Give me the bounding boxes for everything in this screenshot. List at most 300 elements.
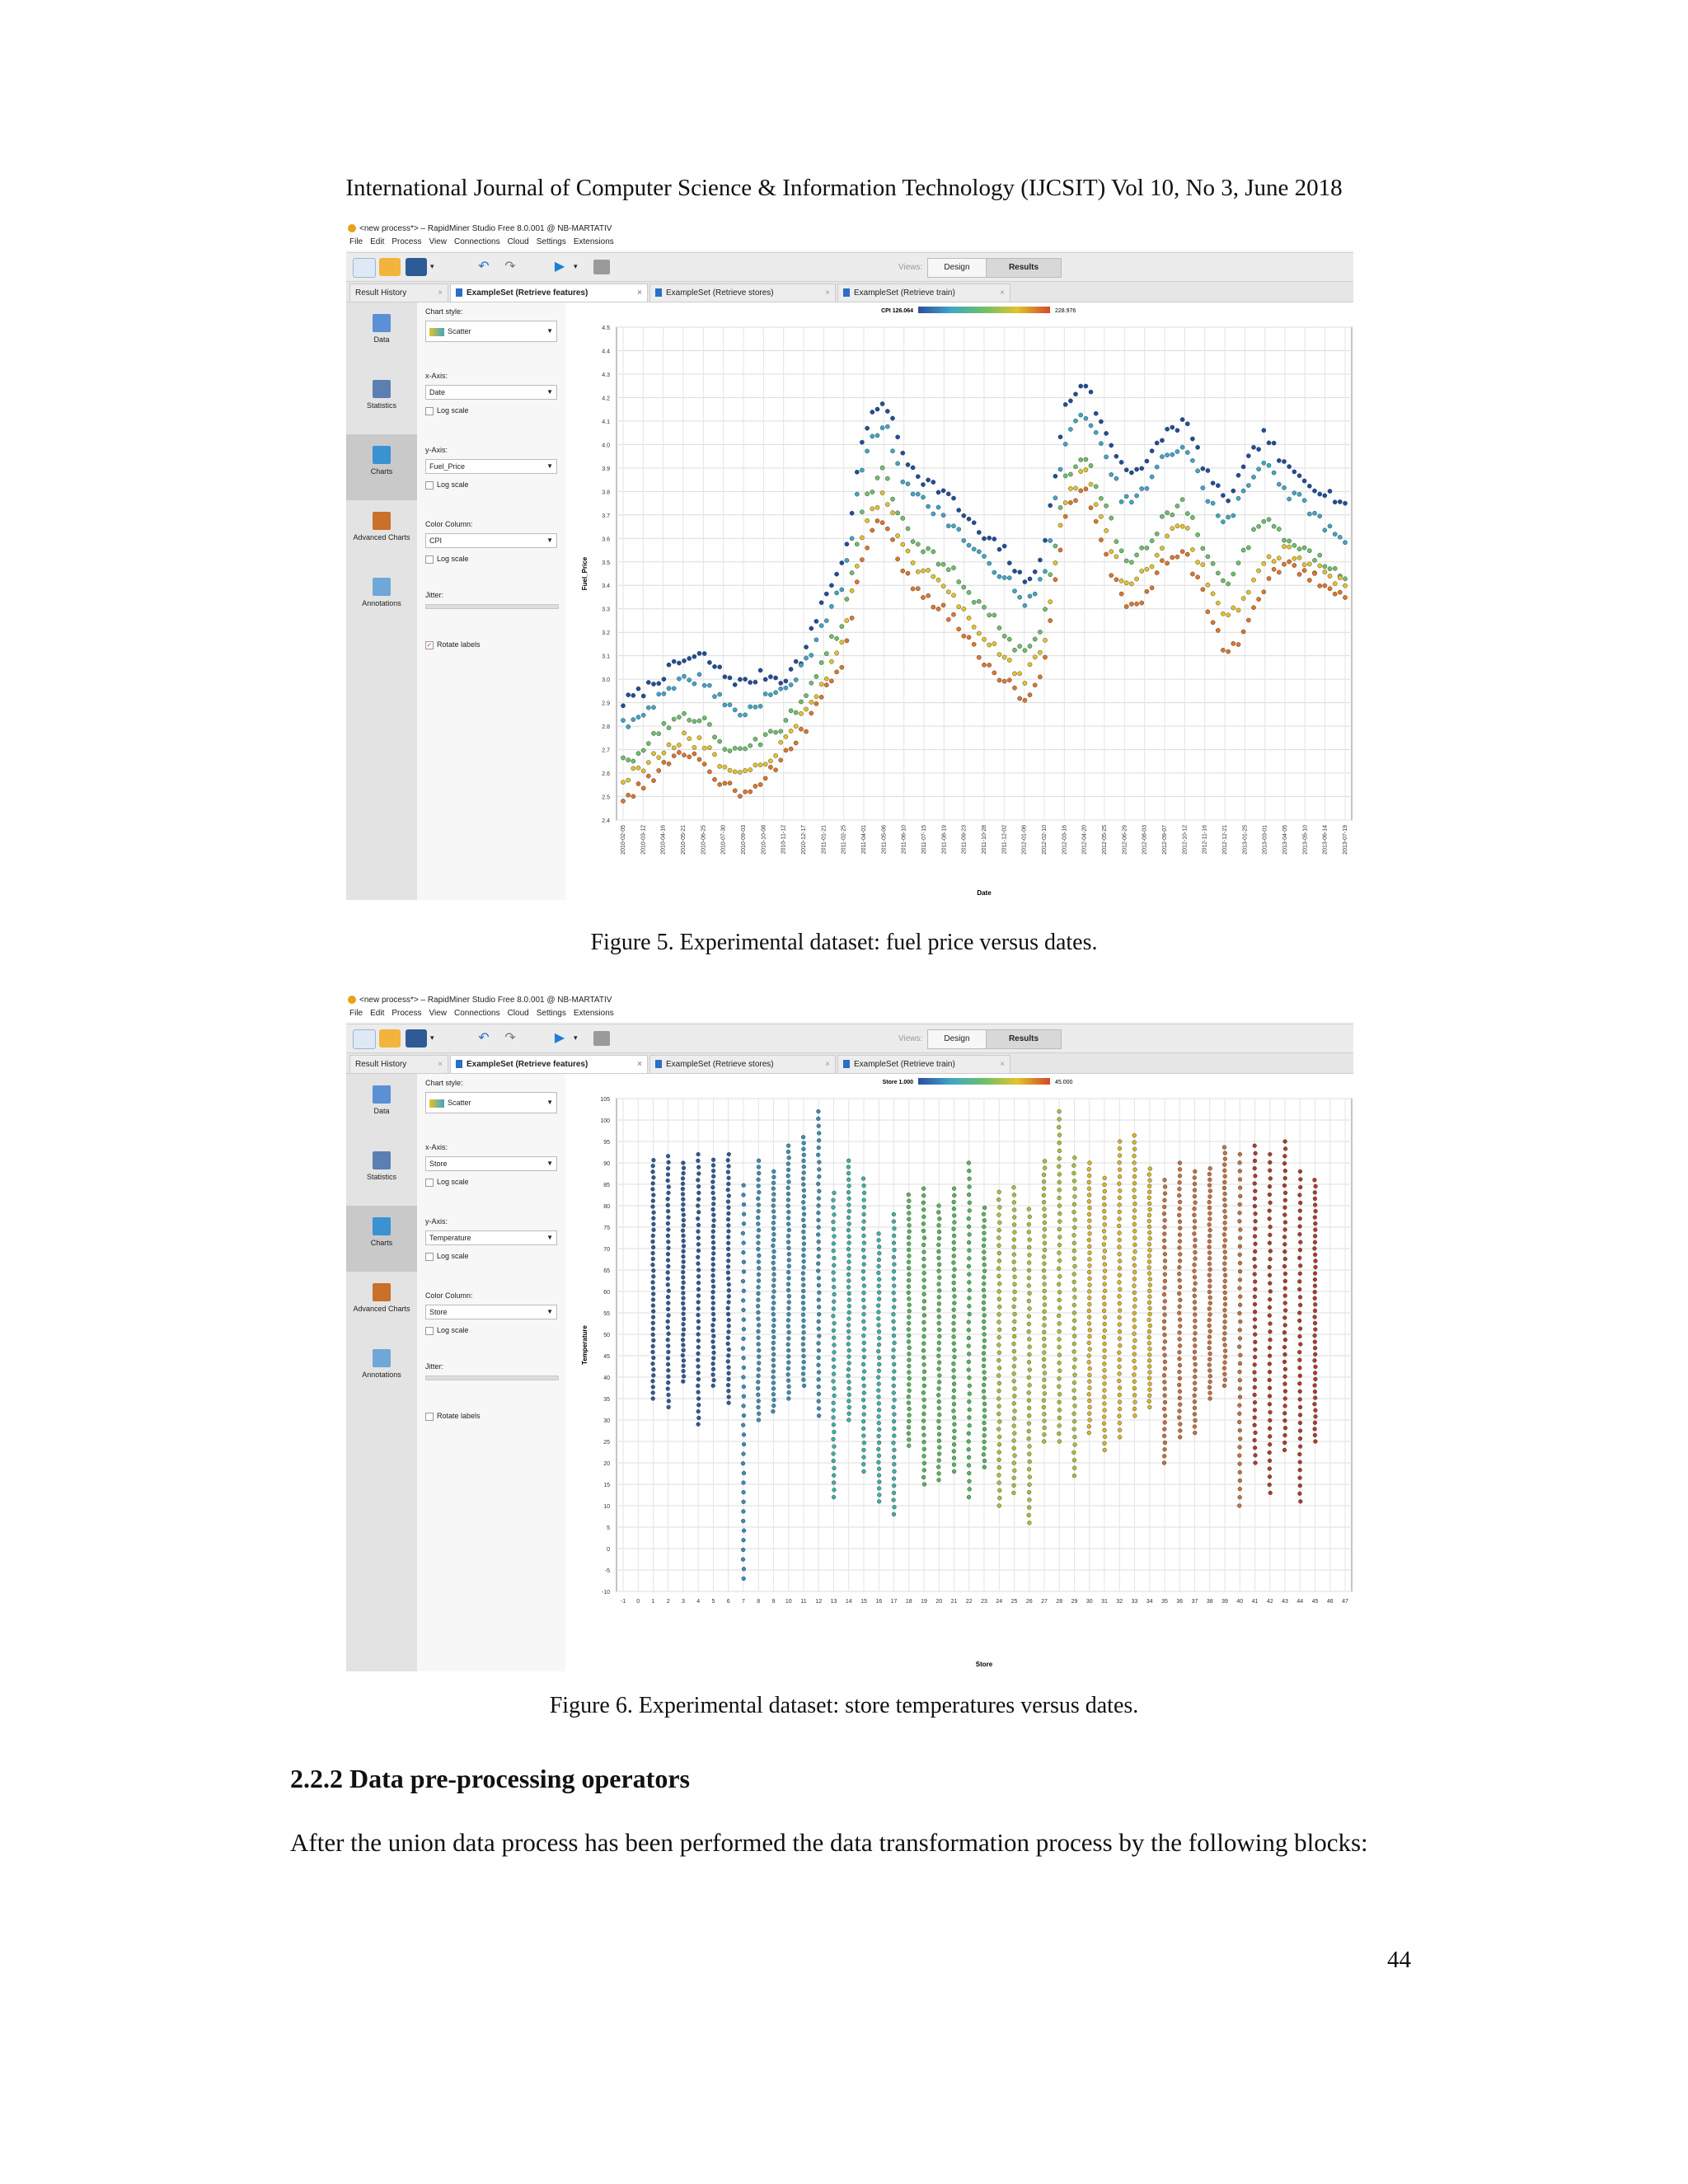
menu-item-file[interactable]: File <box>349 237 363 246</box>
data-point <box>666 1173 670 1177</box>
data-point <box>937 1459 941 1463</box>
close-icon[interactable]: × <box>438 288 443 298</box>
data-point <box>1223 1273 1227 1277</box>
data-point <box>1155 532 1159 536</box>
new-process-icon[interactable] <box>353 258 376 278</box>
data-point <box>1132 1141 1137 1145</box>
data-point <box>771 1387 776 1391</box>
run-dropdown-icon[interactable]: ▾ <box>574 262 578 270</box>
save-icon[interactable] <box>406 258 427 276</box>
x-log-scale-checkbox[interactable] <box>425 406 469 415</box>
data-point <box>1178 1253 1182 1257</box>
undo-icon[interactable]: ↶ <box>478 1031 490 1045</box>
tab-example-set-train[interactable] <box>837 1055 1010 1073</box>
data-point <box>1145 459 1149 463</box>
data-point <box>677 715 681 719</box>
data-point <box>651 1274 655 1278</box>
data-point <box>1313 1253 1317 1257</box>
data-point <box>892 1391 896 1395</box>
data-point <box>937 1419 941 1423</box>
data-point <box>1282 1316 1287 1320</box>
data-point <box>682 1348 686 1352</box>
data-point <box>1207 1240 1212 1244</box>
data-point <box>1313 1328 1317 1332</box>
color-column-select[interactable] <box>425 1305 557 1319</box>
data-point <box>1238 1169 1242 1174</box>
data-point <box>937 1230 941 1234</box>
sidebar-item-annotations[interactable] <box>346 566 417 632</box>
data-point <box>1150 475 1154 479</box>
data-point <box>1298 1216 1302 1221</box>
y-log-scale-checkbox[interactable] <box>425 1252 469 1261</box>
data-point <box>1221 494 1225 498</box>
tab-example-set-stores[interactable] <box>649 284 836 302</box>
data-point <box>862 1255 866 1259</box>
data-point <box>1208 1380 1212 1384</box>
close-icon[interactable]: × <box>825 288 830 298</box>
data-point <box>1297 1358 1301 1362</box>
data-point <box>952 1361 956 1366</box>
data-point <box>1251 445 1255 449</box>
menu-item-view[interactable]: View <box>429 1009 447 1018</box>
data-point <box>1160 514 1164 518</box>
open-folder-icon[interactable] <box>379 1029 401 1047</box>
data-point <box>967 1455 971 1460</box>
data-point <box>804 656 809 660</box>
data-point <box>1088 1258 1092 1262</box>
data-point <box>968 1296 972 1301</box>
data-point <box>1222 1244 1226 1249</box>
color-column-select[interactable] <box>425 533 557 548</box>
data-point <box>682 1239 686 1243</box>
data-point <box>1268 1257 1273 1261</box>
data-point <box>711 1202 715 1206</box>
data-point <box>727 1330 731 1334</box>
design-view-button[interactable]: Design <box>927 258 987 278</box>
data-point <box>982 1333 987 1337</box>
data-point <box>1087 1392 1091 1396</box>
data-point <box>707 722 711 726</box>
menu-item-view[interactable]: View <box>429 237 447 246</box>
data-point <box>1178 1226 1182 1230</box>
scatter-icon <box>429 1099 444 1108</box>
data-point <box>1133 1202 1137 1206</box>
data-point <box>651 705 655 710</box>
data-point <box>1048 538 1053 542</box>
data-point <box>801 1277 805 1282</box>
x-tick-label: 2010-12-17 <box>801 825 807 855</box>
data-point <box>1208 1296 1212 1300</box>
data-point <box>758 668 762 673</box>
menu-item-process[interactable]: Process <box>392 1009 422 1018</box>
design-view-button[interactable]: Design <box>927 1029 987 1049</box>
data-point <box>666 1344 670 1348</box>
data-point <box>742 1270 746 1274</box>
data-point <box>1012 1297 1016 1301</box>
data-point <box>1237 1345 1241 1349</box>
y-tick-label: 85 <box>603 1183 610 1188</box>
data-point <box>757 1291 761 1296</box>
data-point <box>982 1395 987 1399</box>
data-point <box>921 1201 926 1205</box>
data-point <box>1114 578 1118 582</box>
tab-example-set-features[interactable] <box>450 284 648 302</box>
data-point <box>907 1278 911 1282</box>
sidebar-item-annotations[interactable] <box>346 1338 417 1404</box>
menu-item-edit[interactable]: Edit <box>370 1009 385 1018</box>
data-point <box>1028 1253 1032 1257</box>
data-point <box>757 1348 761 1352</box>
data-point <box>967 1352 971 1356</box>
data-point <box>832 1307 836 1311</box>
data-point <box>1207 1172 1212 1176</box>
menu-item-connections[interactable]: Connections <box>453 237 500 246</box>
stop-icon[interactable] <box>593 260 610 274</box>
data-point <box>1118 1245 1122 1249</box>
data-point <box>757 1279 761 1283</box>
data-point <box>1048 600 1053 604</box>
data-point <box>951 593 955 598</box>
data-point <box>753 705 757 709</box>
data-point <box>1238 1387 1242 1391</box>
x-log-scale-checkbox[interactable] <box>425 1178 469 1187</box>
data-point <box>992 671 996 675</box>
menu-item-process[interactable]: Process <box>392 237 422 246</box>
data-point <box>892 1384 896 1388</box>
data-point <box>1162 1427 1166 1432</box>
y-tick-label: 60 <box>603 1290 610 1296</box>
data-point <box>726 1342 730 1346</box>
y-log-scale-checkbox[interactable] <box>425 480 469 490</box>
data-point <box>877 1369 881 1373</box>
data-point <box>733 746 737 750</box>
data-point <box>1298 1178 1302 1182</box>
redo-icon[interactable]: ↷ <box>504 1031 516 1045</box>
jitter-slider[interactable] <box>425 604 559 609</box>
data-point <box>907 1199 911 1203</box>
data-point <box>982 1307 986 1311</box>
tab-example-set-features[interactable] <box>450 1055 648 1073</box>
data-point <box>723 703 727 707</box>
data-point <box>712 735 716 739</box>
data-point <box>1114 540 1118 544</box>
data-point <box>1313 1396 1317 1400</box>
data-point <box>712 1197 716 1201</box>
data-point <box>1057 1416 1062 1420</box>
data-point <box>1292 556 1296 560</box>
data-point <box>1193 1288 1197 1292</box>
data-point <box>1027 1452 1031 1456</box>
data-point <box>1043 1344 1047 1348</box>
y-axis-select[interactable] <box>425 1230 557 1245</box>
data-point <box>952 1328 956 1332</box>
data-point <box>1343 577 1347 581</box>
data-point <box>951 612 955 616</box>
save-dropdown-icon[interactable]: ▾ <box>430 262 434 270</box>
menu-item-cloud[interactable]: Cloud <box>507 237 529 246</box>
data-point <box>1073 1435 1077 1439</box>
data-point <box>997 1435 1001 1439</box>
results-view-button[interactable]: Results <box>986 258 1062 278</box>
data-point <box>1216 571 1220 575</box>
menu-item-settings[interactable]: Settings <box>536 237 566 246</box>
data-point <box>846 1285 851 1289</box>
data-point <box>814 619 818 623</box>
data-point <box>972 521 976 525</box>
data-point <box>1012 1334 1016 1338</box>
data-point <box>667 1375 671 1379</box>
data-point <box>1087 1431 1091 1435</box>
data-point <box>1094 485 1098 489</box>
tab-example-set-stores[interactable] <box>649 1055 836 1073</box>
store-temperature-scatter-chart <box>565 1074 1353 1671</box>
data-point <box>742 1413 746 1418</box>
data-point <box>1298 1169 1302 1174</box>
data-point <box>1253 1159 1257 1163</box>
data-point <box>1223 1343 1227 1347</box>
new-process-icon[interactable] <box>353 1029 376 1049</box>
data-point <box>1241 548 1245 552</box>
jitter-slider[interactable] <box>425 1376 559 1380</box>
data-point <box>696 1242 701 1246</box>
data-point <box>967 1169 971 1173</box>
undo-icon[interactable]: ↶ <box>478 260 490 274</box>
menu-item-cloud[interactable]: Cloud <box>507 1009 529 1018</box>
menu-item-settings[interactable]: Settings <box>536 1009 566 1018</box>
sidebar-item-statistics[interactable] <box>346 1140 417 1206</box>
menu-item-connections[interactable]: Connections <box>453 1009 500 1018</box>
data-point <box>753 763 757 767</box>
color-column-label: Color Column: <box>425 520 473 528</box>
data-point <box>692 654 696 658</box>
close-icon[interactable]: × <box>637 288 642 298</box>
data-point <box>1318 492 1322 496</box>
data-point <box>862 1384 866 1388</box>
redo-icon[interactable]: ↷ <box>504 260 516 274</box>
sidebar-item-advanced-charts[interactable] <box>346 500 417 566</box>
y-tick-label: 2.7 <box>602 748 610 754</box>
data-point <box>1231 489 1236 493</box>
data-point <box>696 1255 700 1259</box>
data-point <box>1237 1404 1241 1408</box>
data-point <box>1109 443 1114 448</box>
menu-item-extensions[interactable]: Extensions <box>573 1009 614 1018</box>
data-point <box>1027 1436 1031 1441</box>
sidebar-item-charts[interactable] <box>346 1206 417 1272</box>
data-point <box>1043 1316 1047 1320</box>
menu-item-edit[interactable]: Edit <box>370 237 385 246</box>
data-point <box>789 747 793 751</box>
data-point <box>1163 1286 1167 1290</box>
data-point <box>1043 1412 1047 1416</box>
data-point <box>997 1305 1001 1309</box>
x-tick-label: 25 <box>1010 1599 1018 1605</box>
data-point <box>801 1289 805 1293</box>
data-point <box>850 511 854 515</box>
data-point <box>1298 1209 1302 1213</box>
close-icon[interactable]: × <box>1000 1060 1005 1069</box>
data-point <box>968 1384 972 1388</box>
sidebar-item-label: Annotations <box>362 599 401 607</box>
data-point <box>846 1374 851 1378</box>
save-icon[interactable] <box>406 1029 427 1047</box>
data-point <box>1150 449 1154 453</box>
data-point <box>1012 672 1016 676</box>
data-point <box>967 1432 971 1436</box>
data-point <box>774 730 778 734</box>
chart-style-select[interactable] <box>425 1092 557 1113</box>
data-point <box>1163 1226 1167 1230</box>
chart-style-select[interactable] <box>425 321 557 342</box>
data-point <box>1027 1422 1031 1426</box>
tab-result-history[interactable] <box>349 284 448 302</box>
data-point <box>972 547 976 551</box>
data-point <box>1207 1307 1212 1311</box>
data-point <box>992 613 996 617</box>
tab-example-set-train[interactable] <box>837 284 1010 302</box>
data-point <box>1313 1384 1317 1388</box>
color-log-scale-checkbox[interactable] <box>425 555 469 564</box>
x-tick-label: 4 <box>696 1599 701 1605</box>
data-point <box>786 1348 790 1352</box>
save-dropdown-icon[interactable]: ▾ <box>430 1033 434 1042</box>
data-point <box>1072 1334 1076 1338</box>
sidebar-item-data[interactable] <box>346 302 417 368</box>
data-point <box>677 661 681 665</box>
data-point <box>802 1224 806 1228</box>
data-point <box>1027 1338 1031 1342</box>
data-point <box>1223 1314 1227 1318</box>
data-point <box>1018 570 1022 574</box>
run-dropdown-icon[interactable]: ▾ <box>574 1033 578 1042</box>
data-point <box>646 680 650 684</box>
data-point <box>1313 1421 1317 1425</box>
x-axis-select[interactable] <box>425 1156 557 1171</box>
data-point <box>1042 1173 1046 1177</box>
data-point <box>802 1354 806 1358</box>
menu-item-file[interactable]: File <box>349 1009 363 1018</box>
data-point <box>1328 489 1332 493</box>
sidebar-item-charts[interactable] <box>346 434 417 500</box>
data-point <box>707 770 711 774</box>
sidebar-item-data[interactable] <box>346 1074 417 1140</box>
data-point <box>1314 1265 1318 1269</box>
sidebar-item-advanced-charts[interactable] <box>346 1272 417 1338</box>
sidebar-item-statistics[interactable] <box>346 368 417 434</box>
run-icon[interactable]: ▶ <box>554 1031 565 1045</box>
data-point <box>621 799 625 803</box>
color-log-scale-checkbox[interactable] <box>425 1326 469 1335</box>
close-icon[interactable]: × <box>438 1060 443 1069</box>
data-point <box>1313 1203 1317 1207</box>
y-axis-select[interactable] <box>425 459 557 474</box>
data-point <box>646 761 650 765</box>
data-point <box>937 1439 941 1443</box>
data-point <box>1087 1341 1091 1345</box>
data-point <box>1207 1262 1212 1266</box>
close-icon[interactable]: × <box>1000 288 1005 298</box>
data-point <box>786 1337 790 1341</box>
data-point <box>726 1306 730 1310</box>
results-view-button[interactable]: Results <box>986 1029 1062 1049</box>
x-tick-label: 10 <box>785 1599 792 1605</box>
data-point <box>847 1260 851 1264</box>
data-point <box>922 1271 926 1275</box>
data-point <box>771 1364 776 1368</box>
data-point <box>1042 1193 1046 1197</box>
x-tick-label: 2011-08-19 <box>941 825 948 855</box>
open-folder-icon[interactable] <box>379 258 401 276</box>
data-point <box>816 1182 820 1186</box>
data-point <box>1094 519 1098 523</box>
data-point <box>672 659 676 663</box>
data-point <box>1012 648 1016 652</box>
data-point <box>651 1391 655 1395</box>
data-point <box>651 1240 655 1244</box>
tab-result-history[interactable] <box>349 1055 448 1073</box>
data-point <box>1012 1417 1016 1421</box>
y-tick-label: 90 <box>603 1161 610 1167</box>
data-point <box>1253 1318 1257 1322</box>
window-title: <new process*> – RapidMiner Studio Free 8.0.001 @ NB-MARTATIV <box>359 224 612 233</box>
data-point <box>832 1235 837 1239</box>
data-point <box>1027 1261 1031 1265</box>
rotate-labels-checkbox[interactable] <box>425 1412 481 1421</box>
data-point <box>1283 1228 1287 1232</box>
close-icon[interactable]: × <box>825 1060 830 1069</box>
data-point <box>1012 1432 1016 1436</box>
data-point <box>1129 560 1133 565</box>
data-point <box>1118 1154 1122 1158</box>
data-point <box>771 1296 776 1300</box>
data-point <box>1012 1305 1016 1309</box>
stop-icon[interactable] <box>593 1031 610 1046</box>
rotate-labels-checkbox[interactable] <box>425 640 481 649</box>
data-point <box>1223 1221 1227 1225</box>
close-icon[interactable]: × <box>637 1060 642 1069</box>
run-icon[interactable]: ▶ <box>554 260 565 274</box>
data-point <box>1119 579 1123 583</box>
data-point <box>968 1185 972 1189</box>
data-point <box>967 590 971 594</box>
data-point <box>1135 553 1139 557</box>
table-icon <box>456 288 462 297</box>
data-point <box>893 1298 897 1302</box>
data-point <box>1207 1273 1212 1277</box>
data-point <box>1118 1372 1122 1376</box>
data-point <box>1297 1311 1301 1315</box>
data-point <box>1223 1192 1227 1196</box>
x-axis-select[interactable] <box>425 385 557 400</box>
data-point <box>1103 1202 1107 1207</box>
data-point <box>907 1321 911 1325</box>
x-tick-label: 29 <box>1071 1599 1078 1605</box>
data-point <box>847 1197 851 1201</box>
data-point <box>786 1288 790 1292</box>
data-point <box>682 1291 686 1296</box>
data-point <box>1148 1277 1152 1282</box>
y-tick-label: 3.3 <box>602 607 610 613</box>
data-point <box>771 1301 776 1305</box>
data-point <box>787 1264 791 1268</box>
data-point <box>937 1472 941 1476</box>
data-point <box>957 605 961 609</box>
x-tick-label: 2011-09-23 <box>961 825 968 855</box>
data-point <box>786 1361 790 1365</box>
y-tick-label: 3.6 <box>602 537 610 543</box>
menu-item-extensions[interactable]: Extensions <box>573 237 614 246</box>
data-point <box>692 752 696 756</box>
